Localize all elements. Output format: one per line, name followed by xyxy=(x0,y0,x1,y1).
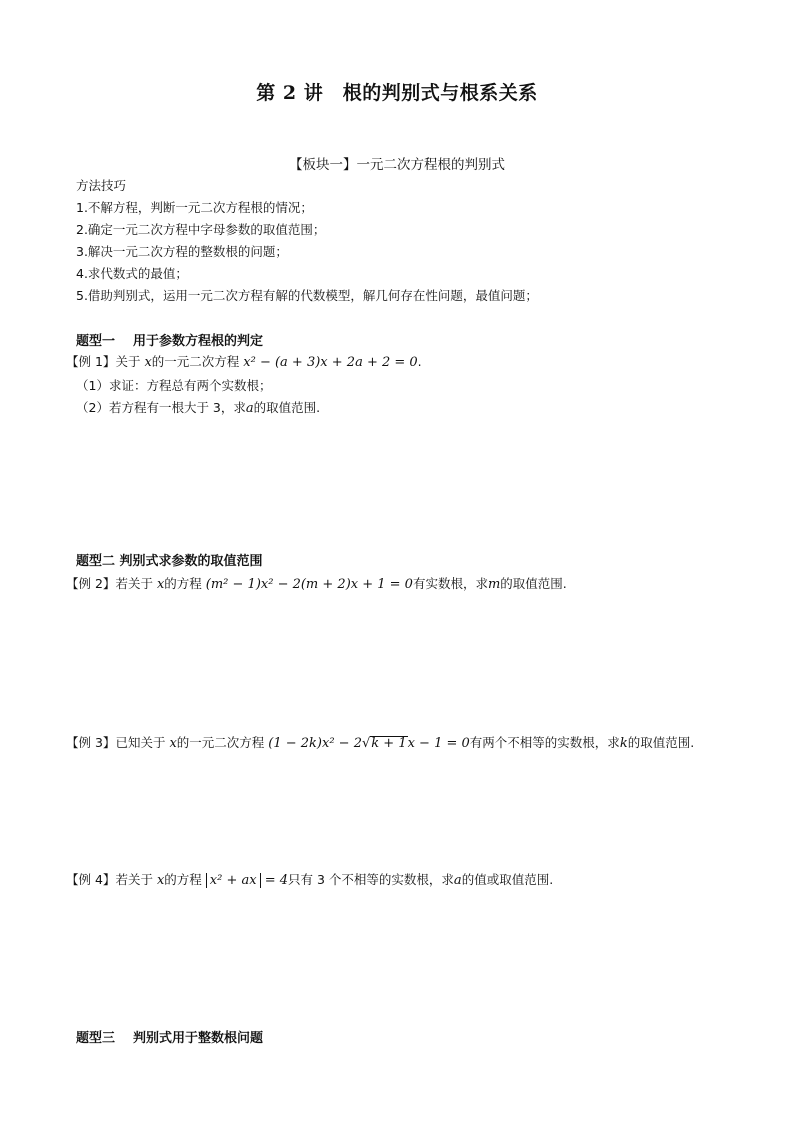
page-title: 第 2 讲 根的判别式与根系关系 xyxy=(256,82,538,104)
example-3: 【例 3】已知关于 x的一元二次方程 (1 − 2k)x² − 2√k + 1x − 1 = 0有两个不相等的实数根，求k的取值范围. xyxy=(66,735,695,751)
example-4-equation: x² + ax = 4 xyxy=(206,873,288,888)
example-1-question-1: （1）求证：方程总有两个实数根； xyxy=(76,378,272,393)
type1-text: 用于参数方程根的判定 xyxy=(133,334,264,349)
type2-text: 判别式求参数的取值范围 xyxy=(119,554,263,569)
method-item-5: 5.借助判别式，运用一元二次方程有解的代数模型，解几何存在性问题，最值问题； xyxy=(76,288,538,303)
method-item-3: 3.解决一元二次方程的整数根的问题； xyxy=(76,244,288,259)
method-item-1: 1.不解方程，判断一元二次方程根的情况； xyxy=(76,200,313,215)
example-2-label: 【例 2】 xyxy=(66,576,116,591)
section-title: 【板块一】一元二次方程根的判别式 xyxy=(289,157,505,173)
example-1: 【例 1】关于 x的一元二次方程 x² − (a + 3)x + 2a + 2 = 0. xyxy=(66,354,422,370)
example-2: 【例 2】若关于 x的方程 (m² − 1)x² − 2(m + 2)x + 1 = 0有实数根，求m的取值范围. xyxy=(66,576,567,592)
example-4: 【例 4】若关于 x的方程 x² + ax = 4只有 3 个不相等的实数根，求a的值或取值范围. xyxy=(66,872,554,888)
example-4-label: 【例 4】 xyxy=(66,872,116,887)
type3-heading xyxy=(76,1027,263,1046)
example-1-question-2: （2）若方程有一根大于 3，求a的取值范围. xyxy=(76,400,321,416)
methods-heading: 方法技巧 xyxy=(76,178,127,193)
example-1-label: 【例 1】 xyxy=(66,354,116,369)
example-2-equation: (m² − 1)x² − 2(m + 2)x + 1 = 0 xyxy=(205,577,413,592)
type2-label: 题型二 xyxy=(76,554,116,569)
example-1-equation: x² − (a + 3)x + 2a + 2 = 0 xyxy=(243,355,418,370)
example-3-equation: (1 − 2k)x² − 2√k + 1x − 1 = 0 xyxy=(268,736,470,751)
type3-text: 判别式用于整数根问题 xyxy=(133,1031,264,1046)
type3-label: 题型三 xyxy=(76,1031,116,1046)
example-3-label: 【例 3】 xyxy=(66,735,116,750)
type1-heading xyxy=(76,330,263,349)
type2-heading xyxy=(76,550,263,569)
type1-label: 题型一 xyxy=(76,334,116,349)
method-item-4: 4.求代数式的最值； xyxy=(76,266,188,281)
method-item-2: 2.确定一元二次方程中字母参数的取值范围； xyxy=(76,222,326,237)
